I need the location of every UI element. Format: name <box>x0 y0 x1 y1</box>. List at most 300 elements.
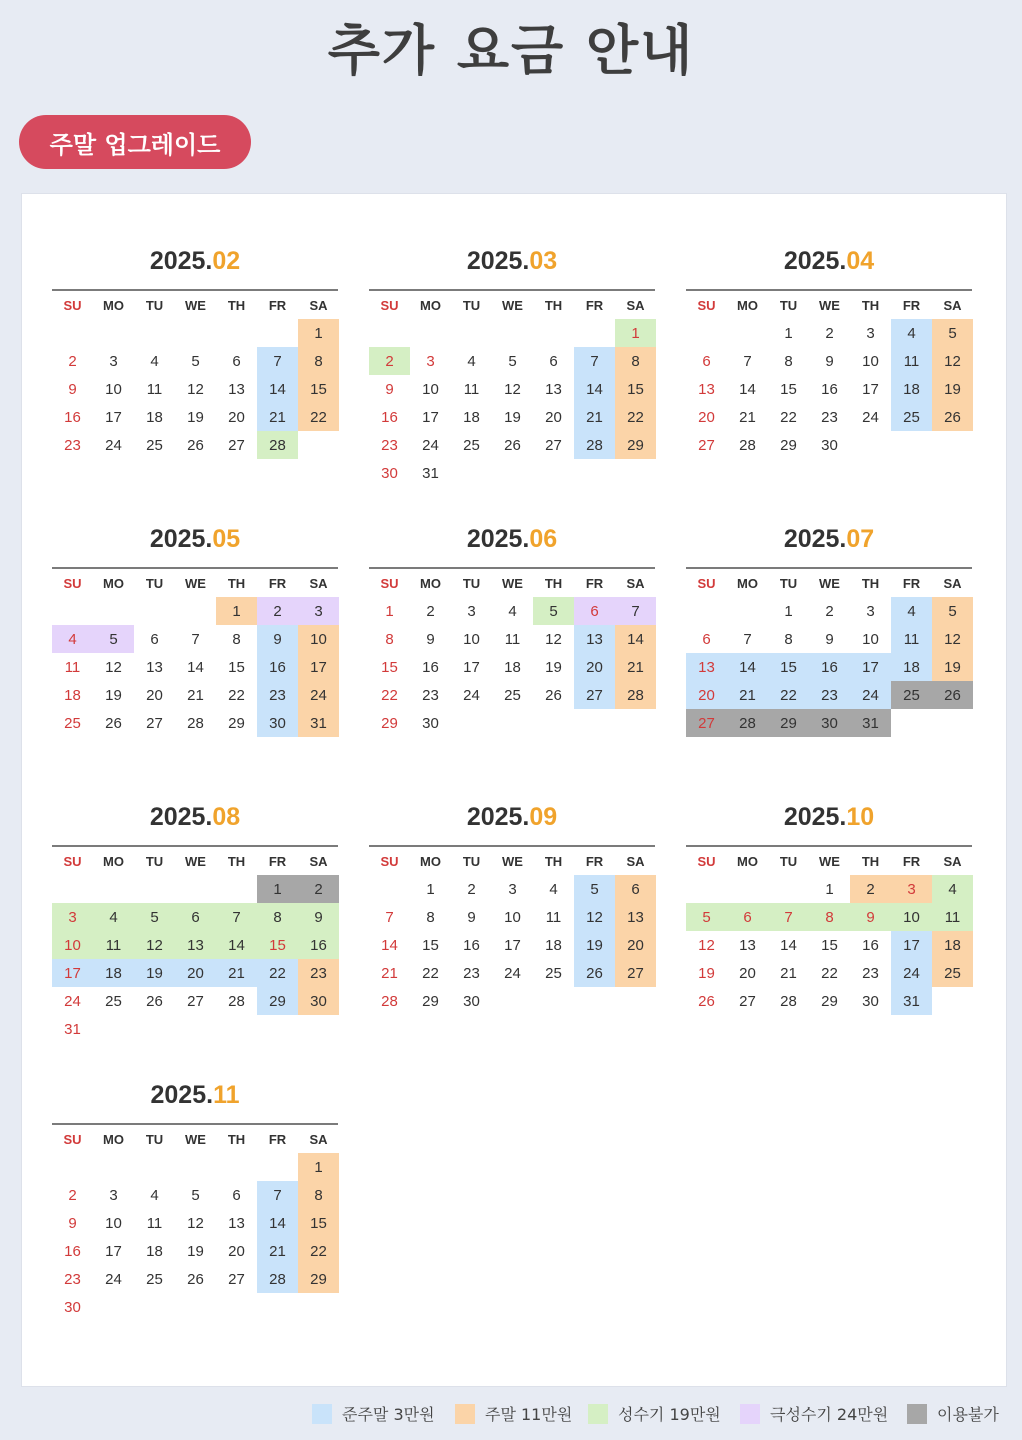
day-cell[interactable]: 22 <box>615 403 656 431</box>
day-cell[interactable]: 1 <box>298 1153 339 1181</box>
day-cell[interactable]: 8 <box>232 630 241 648</box>
day-cell[interactable]: 22 <box>422 964 439 982</box>
day-cell[interactable]: 14 <box>574 375 615 403</box>
day-cell[interactable]: 27 <box>228 436 245 454</box>
day-cell[interactable]: 14 <box>615 625 656 653</box>
day-cell[interactable]: 7 <box>216 903 257 931</box>
day-cell[interactable]: 3 <box>866 602 875 620</box>
day-cell[interactable]: 26 <box>187 436 204 454</box>
day-cell[interactable]: 8 <box>298 1181 339 1209</box>
day-cell[interactable]: 19 <box>932 653 973 681</box>
day-cell[interactable]: 4 <box>508 602 517 620</box>
day-cell[interactable]: 2 <box>257 597 298 625</box>
day-cell[interactable]: 20 <box>175 959 216 987</box>
day-cell[interactable]: 27 <box>739 992 756 1010</box>
day-cell[interactable]: 20 <box>228 408 245 426</box>
day-cell[interactable]: 28 <box>574 431 615 459</box>
day-cell[interactable]: 4 <box>93 903 134 931</box>
day-cell[interactable]: 2 <box>426 602 435 620</box>
day-cell[interactable]: 9 <box>825 630 834 648</box>
day-cell[interactable]: 28 <box>257 431 298 459</box>
day-cell[interactable]: 25 <box>891 403 932 431</box>
day-cell[interactable]: 27 <box>187 992 204 1010</box>
day-cell[interactable]: 11 <box>545 908 562 926</box>
day-cell[interactable]: 8 <box>784 630 793 648</box>
day-cell[interactable]: 15 <box>298 375 339 403</box>
day-cell[interactable]: 30 <box>422 714 439 732</box>
day-cell[interactable]: 1 <box>825 880 834 898</box>
day-cell[interactable]: 10 <box>52 931 93 959</box>
day-cell[interactable]: 2 <box>825 602 834 620</box>
day-cell[interactable]: 25 <box>146 436 163 454</box>
day-cell[interactable]: 25 <box>504 686 521 704</box>
day-cell[interactable]: 23 <box>381 436 398 454</box>
day-cell[interactable]: 7 <box>768 903 809 931</box>
day-cell[interactable]: 21 <box>780 964 797 982</box>
day-cell[interactable]: 3 <box>866 324 875 342</box>
day-cell[interactable]: 2 <box>850 875 891 903</box>
day-cell[interactable]: 1 <box>298 319 339 347</box>
day-cell[interactable]: 1 <box>216 597 257 625</box>
day-cell[interactable]: 17 <box>850 653 891 681</box>
day-cell[interactable]: 11 <box>146 1214 163 1232</box>
day-cell[interactable]: 22 <box>298 403 339 431</box>
day-cell[interactable]: 18 <box>146 1242 163 1260</box>
day-cell[interactable]: 18 <box>504 658 521 676</box>
day-cell[interactable]: 8 <box>298 347 339 375</box>
day-cell[interactable]: 11 <box>891 625 932 653</box>
day-cell[interactable]: 23 <box>64 436 81 454</box>
day-cell[interactable]: 28 <box>727 709 768 737</box>
day-cell[interactable]: 14 <box>257 1209 298 1237</box>
day-cell[interactable]: 18 <box>463 408 480 426</box>
day-cell[interactable]: 5 <box>574 875 615 903</box>
day-cell[interactable]: 31 <box>850 709 891 737</box>
day-cell[interactable]: 9 <box>257 625 298 653</box>
day-cell[interactable]: 14 <box>187 658 204 676</box>
day-cell[interactable]: 15 <box>298 1209 339 1237</box>
day-cell[interactable]: 22 <box>381 686 398 704</box>
day-cell[interactable]: 30 <box>821 436 838 454</box>
day-cell[interactable]: 9 <box>426 630 435 648</box>
day-cell[interactable]: 16 <box>862 936 879 954</box>
day-cell[interactable]: 30 <box>257 709 298 737</box>
day-cell[interactable]: 14 <box>216 931 257 959</box>
day-cell[interactable]: 4 <box>891 319 932 347</box>
day-cell[interactable]: 28 <box>187 714 204 732</box>
day-cell[interactable]: 11 <box>64 658 81 676</box>
day-cell[interactable]: 12 <box>134 931 175 959</box>
day-cell[interactable]: 28 <box>739 436 756 454</box>
day-cell[interactable]: 11 <box>463 380 480 398</box>
day-cell[interactable]: 13 <box>146 658 163 676</box>
day-cell[interactable]: 29 <box>381 714 398 732</box>
day-cell[interactable]: 19 <box>187 1242 204 1260</box>
day-cell[interactable]: 10 <box>422 380 439 398</box>
day-cell[interactable]: 27 <box>615 959 656 987</box>
day-cell[interactable]: 26 <box>574 959 615 987</box>
day-cell[interactable]: 9 <box>385 380 394 398</box>
day-cell[interactable]: 28 <box>780 992 797 1010</box>
day-cell[interactable]: 31 <box>422 464 439 482</box>
day-cell[interactable]: 12 <box>932 347 973 375</box>
day-cell[interactable]: 22 <box>821 964 838 982</box>
day-cell[interactable]: 8 <box>257 903 298 931</box>
day-cell[interactable]: 6 <box>727 903 768 931</box>
day-cell[interactable]: 10 <box>298 625 339 653</box>
day-cell[interactable]: 15 <box>615 375 656 403</box>
day-cell[interactable]: 24 <box>64 992 81 1010</box>
day-cell[interactable]: 12 <box>932 625 973 653</box>
day-cell[interactable]: 10 <box>504 908 521 926</box>
day-cell[interactable]: 25 <box>932 959 973 987</box>
day-cell[interactable]: 4 <box>549 880 558 898</box>
day-cell[interactable]: 2 <box>369 347 410 375</box>
day-cell[interactable]: 29 <box>615 431 656 459</box>
day-cell[interactable]: 15 <box>257 931 298 959</box>
day-cell[interactable]: 16 <box>463 936 480 954</box>
day-cell[interactable]: 15 <box>381 658 398 676</box>
day-cell[interactable]: 26 <box>932 681 973 709</box>
day-cell[interactable]: 6 <box>702 630 711 648</box>
day-cell[interactable]: 10 <box>891 903 932 931</box>
day-cell[interactable]: 24 <box>504 964 521 982</box>
day-cell[interactable]: 18 <box>64 686 81 704</box>
day-cell[interactable]: 21 <box>257 1237 298 1265</box>
day-cell[interactable]: 9 <box>68 380 77 398</box>
day-cell[interactable]: 5 <box>686 903 727 931</box>
day-cell[interactable]: 19 <box>698 964 715 982</box>
day-cell[interactable]: 17 <box>298 653 339 681</box>
day-cell[interactable]: 12 <box>187 380 204 398</box>
day-cell[interactable]: 3 <box>52 903 93 931</box>
day-cell[interactable]: 7 <box>257 347 298 375</box>
day-cell[interactable]: 24 <box>850 681 891 709</box>
day-cell[interactable]: 22 <box>228 686 245 704</box>
day-cell[interactable]: 28 <box>381 992 398 1010</box>
day-cell[interactable]: 20 <box>545 408 562 426</box>
day-cell[interactable]: 16 <box>298 931 339 959</box>
day-cell[interactable]: 13 <box>574 625 615 653</box>
day-cell[interactable]: 7 <box>257 1181 298 1209</box>
day-cell[interactable]: 8 <box>809 903 850 931</box>
day-cell[interactable]: 18 <box>93 959 134 987</box>
day-cell[interactable]: 30 <box>463 992 480 1010</box>
day-cell[interactable]: 30 <box>64 1298 81 1316</box>
day-cell[interactable]: 17 <box>52 959 93 987</box>
day-cell[interactable]: 11 <box>932 903 973 931</box>
day-cell[interactable]: 19 <box>504 408 521 426</box>
day-cell[interactable]: 12 <box>187 1214 204 1232</box>
day-cell[interactable]: 3 <box>891 875 932 903</box>
day-cell[interactable]: 13 <box>545 380 562 398</box>
day-cell[interactable]: 27 <box>228 1270 245 1288</box>
day-cell[interactable]: 16 <box>64 1242 81 1260</box>
day-cell[interactable]: 11 <box>504 630 521 648</box>
day-cell[interactable]: 17 <box>891 931 932 959</box>
day-cell[interactable]: 5 <box>932 319 973 347</box>
day-cell[interactable]: 6 <box>150 630 159 648</box>
day-cell[interactable]: 5 <box>191 1186 200 1204</box>
day-cell[interactable]: 19 <box>134 959 175 987</box>
day-cell[interactable]: 23 <box>257 681 298 709</box>
day-cell[interactable]: 6 <box>549 352 558 370</box>
day-cell[interactable]: 20 <box>686 681 727 709</box>
day-cell[interactable]: 13 <box>686 653 727 681</box>
day-cell[interactable]: 1 <box>385 602 394 620</box>
day-cell[interactable]: 3 <box>426 352 435 370</box>
day-cell[interactable]: 5 <box>93 625 134 653</box>
day-cell[interactable]: 23 <box>463 964 480 982</box>
day-cell[interactable]: 11 <box>93 931 134 959</box>
day-cell[interactable]: 18 <box>891 653 932 681</box>
day-cell[interactable]: 7 <box>191 630 200 648</box>
day-cell[interactable]: 13 <box>175 931 216 959</box>
day-cell[interactable]: 12 <box>545 630 562 648</box>
day-cell[interactable]: 27 <box>686 709 727 737</box>
day-cell[interactable]: 2 <box>298 875 339 903</box>
day-cell[interactable]: 14 <box>780 936 797 954</box>
day-cell[interactable]: 5 <box>191 352 200 370</box>
day-cell[interactable]: 10 <box>105 380 122 398</box>
day-cell[interactable]: 22 <box>780 408 797 426</box>
day-cell[interactable]: 15 <box>228 658 245 676</box>
day-cell[interactable]: 2 <box>68 352 77 370</box>
day-cell[interactable]: 2 <box>68 1186 77 1204</box>
day-cell[interactable]: 15 <box>768 653 809 681</box>
day-cell[interactable]: 4 <box>52 625 93 653</box>
day-cell[interactable]: 8 <box>615 347 656 375</box>
day-cell[interactable]: 15 <box>422 936 439 954</box>
day-cell[interactable]: 9 <box>825 352 834 370</box>
day-cell[interactable]: 25 <box>146 1270 163 1288</box>
day-cell[interactable]: 6 <box>702 352 711 370</box>
day-cell[interactable]: 29 <box>768 709 809 737</box>
day-cell[interactable]: 19 <box>574 931 615 959</box>
day-cell[interactable]: 5 <box>932 597 973 625</box>
day-cell[interactable]: 3 <box>467 602 476 620</box>
day-cell[interactable]: 20 <box>615 931 656 959</box>
day-cell[interactable]: 24 <box>862 408 879 426</box>
day-cell[interactable]: 28 <box>257 1265 298 1293</box>
day-cell[interactable]: 6 <box>175 903 216 931</box>
day-cell[interactable]: 25 <box>463 436 480 454</box>
day-cell[interactable]: 6 <box>232 1186 241 1204</box>
day-cell[interactable]: 24 <box>105 1270 122 1288</box>
day-cell[interactable]: 12 <box>698 936 715 954</box>
day-cell[interactable]: 26 <box>698 992 715 1010</box>
day-cell[interactable]: 23 <box>298 959 339 987</box>
day-cell[interactable]: 20 <box>146 686 163 704</box>
day-cell[interactable]: 23 <box>64 1270 81 1288</box>
day-cell[interactable]: 23 <box>821 408 838 426</box>
day-cell[interactable]: 31 <box>64 1020 81 1038</box>
day-cell[interactable]: 16 <box>422 658 439 676</box>
day-cell[interactable]: 28 <box>228 992 245 1010</box>
day-cell[interactable]: 27 <box>574 681 615 709</box>
day-cell[interactable]: 13 <box>228 380 245 398</box>
day-cell[interactable]: 26 <box>105 714 122 732</box>
day-cell[interactable]: 16 <box>809 653 850 681</box>
day-cell[interactable]: 29 <box>257 987 298 1015</box>
day-cell[interactable]: 16 <box>257 653 298 681</box>
day-cell[interactable]: 12 <box>504 380 521 398</box>
day-cell[interactable]: 14 <box>739 380 756 398</box>
day-cell[interactable]: 25 <box>891 681 932 709</box>
day-cell[interactable]: 29 <box>298 1265 339 1293</box>
day-cell[interactable]: 5 <box>508 352 517 370</box>
day-cell[interactable]: 7 <box>615 597 656 625</box>
day-cell[interactable]: 17 <box>422 408 439 426</box>
day-cell[interactable]: 26 <box>187 1270 204 1288</box>
day-cell[interactable]: 8 <box>426 908 435 926</box>
day-cell[interactable]: 1 <box>784 324 793 342</box>
day-cell[interactable]: 20 <box>739 964 756 982</box>
day-cell[interactable]: 26 <box>932 403 973 431</box>
day-cell[interactable]: 4 <box>932 875 973 903</box>
day-cell[interactable]: 7 <box>743 352 752 370</box>
day-cell[interactable]: 16 <box>64 408 81 426</box>
day-cell[interactable]: 30 <box>381 464 398 482</box>
day-cell[interactable]: 24 <box>422 436 439 454</box>
day-cell[interactable]: 29 <box>422 992 439 1010</box>
day-cell[interactable]: 1 <box>615 319 656 347</box>
day-cell[interactable]: 17 <box>105 1242 122 1260</box>
day-cell[interactable]: 24 <box>105 436 122 454</box>
day-cell[interactable]: 10 <box>463 630 480 648</box>
day-cell[interactable]: 5 <box>134 903 175 931</box>
day-cell[interactable]: 23 <box>809 681 850 709</box>
day-cell[interactable]: 27 <box>545 436 562 454</box>
day-cell[interactable]: 24 <box>463 686 480 704</box>
day-cell[interactable]: 22 <box>298 1237 339 1265</box>
day-cell[interactable]: 19 <box>105 686 122 704</box>
day-cell[interactable]: 4 <box>150 1186 159 1204</box>
day-cell[interactable]: 11 <box>146 380 163 398</box>
day-cell[interactable]: 1 <box>426 880 435 898</box>
day-cell[interactable]: 24 <box>298 681 339 709</box>
day-cell[interactable]: 1 <box>784 602 793 620</box>
day-cell[interactable]: 21 <box>727 681 768 709</box>
day-cell[interactable]: 17 <box>463 658 480 676</box>
day-cell[interactable]: 9 <box>68 1214 77 1232</box>
day-cell[interactable]: 21 <box>257 403 298 431</box>
day-cell[interactable]: 6 <box>232 352 241 370</box>
day-cell[interactable]: 23 <box>862 964 879 982</box>
day-cell[interactable]: 3 <box>298 597 339 625</box>
day-cell[interactable]: 21 <box>615 653 656 681</box>
day-cell[interactable]: 28 <box>615 681 656 709</box>
day-cell[interactable]: 20 <box>698 408 715 426</box>
day-cell[interactable]: 26 <box>504 436 521 454</box>
day-cell[interactable]: 21 <box>187 686 204 704</box>
day-cell[interactable]: 10 <box>862 352 879 370</box>
day-cell[interactable]: 2 <box>467 880 476 898</box>
day-cell[interactable]: 16 <box>381 408 398 426</box>
day-cell[interactable]: 15 <box>780 380 797 398</box>
day-cell[interactable]: 22 <box>257 959 298 987</box>
day-cell[interactable]: 21 <box>216 959 257 987</box>
day-cell[interactable]: 24 <box>891 959 932 987</box>
day-cell[interactable]: 17 <box>504 936 521 954</box>
day-cell[interactable]: 25 <box>64 714 81 732</box>
day-cell[interactable]: 5 <box>533 597 574 625</box>
day-cell[interactable]: 7 <box>574 347 615 375</box>
day-cell[interactable]: 13 <box>228 1214 245 1232</box>
day-cell[interactable]: 30 <box>862 992 879 1010</box>
day-cell[interactable]: 18 <box>891 375 932 403</box>
day-cell[interactable]: 2 <box>825 324 834 342</box>
day-cell[interactable]: 27 <box>146 714 163 732</box>
day-cell[interactable]: 19 <box>187 408 204 426</box>
day-cell[interactable]: 21 <box>574 403 615 431</box>
day-cell[interactable]: 20 <box>228 1242 245 1260</box>
day-cell[interactable]: 11 <box>891 347 932 375</box>
day-cell[interactable]: 6 <box>615 875 656 903</box>
day-cell[interactable]: 29 <box>821 992 838 1010</box>
day-cell[interactable]: 30 <box>809 709 850 737</box>
day-cell[interactable]: 7 <box>385 908 394 926</box>
day-cell[interactable]: 13 <box>615 903 656 931</box>
day-cell[interactable]: 25 <box>545 964 562 982</box>
day-cell[interactable]: 14 <box>381 936 398 954</box>
day-cell[interactable]: 13 <box>698 380 715 398</box>
day-cell[interactable]: 12 <box>105 658 122 676</box>
day-cell[interactable]: 10 <box>862 630 879 648</box>
day-cell[interactable]: 21 <box>739 408 756 426</box>
day-cell[interactable]: 17 <box>862 380 879 398</box>
day-cell[interactable]: 18 <box>146 408 163 426</box>
day-cell[interactable]: 8 <box>784 352 793 370</box>
day-cell[interactable]: 25 <box>105 992 122 1010</box>
day-cell[interactable]: 3 <box>508 880 517 898</box>
day-cell[interactable]: 1 <box>257 875 298 903</box>
day-cell[interactable]: 18 <box>545 936 562 954</box>
day-cell[interactable]: 20 <box>574 653 615 681</box>
day-cell[interactable]: 22 <box>768 681 809 709</box>
day-cell[interactable]: 9 <box>467 908 476 926</box>
day-cell[interactable]: 4 <box>467 352 476 370</box>
day-cell[interactable]: 4 <box>891 597 932 625</box>
day-cell[interactable]: 7 <box>743 630 752 648</box>
day-cell[interactable]: 13 <box>739 936 756 954</box>
day-cell[interactable]: 19 <box>932 375 973 403</box>
day-cell[interactable]: 19 <box>545 658 562 676</box>
day-cell[interactable]: 3 <box>109 352 118 370</box>
day-cell[interactable]: 27 <box>698 436 715 454</box>
day-cell[interactable]: 16 <box>821 380 838 398</box>
day-cell[interactable]: 14 <box>257 375 298 403</box>
day-cell[interactable]: 26 <box>146 992 163 1010</box>
day-cell[interactable]: 23 <box>422 686 439 704</box>
day-cell[interactable]: 21 <box>381 964 398 982</box>
day-cell[interactable]: 12 <box>574 903 615 931</box>
day-cell[interactable]: 18 <box>932 931 973 959</box>
day-cell[interactable]: 3 <box>109 1186 118 1204</box>
day-cell[interactable]: 31 <box>891 987 932 1015</box>
day-cell[interactable]: 26 <box>545 686 562 704</box>
day-cell[interactable]: 9 <box>298 903 339 931</box>
day-cell[interactable]: 6 <box>574 597 615 625</box>
day-cell[interactable]: 9 <box>850 903 891 931</box>
day-cell[interactable]: 30 <box>298 987 339 1015</box>
day-cell[interactable]: 14 <box>727 653 768 681</box>
day-cell[interactable]: 8 <box>385 630 394 648</box>
day-cell[interactable]: 10 <box>105 1214 122 1232</box>
day-cell[interactable]: 29 <box>228 714 245 732</box>
day-cell[interactable]: 15 <box>821 936 838 954</box>
day-cell[interactable]: 29 <box>780 436 797 454</box>
